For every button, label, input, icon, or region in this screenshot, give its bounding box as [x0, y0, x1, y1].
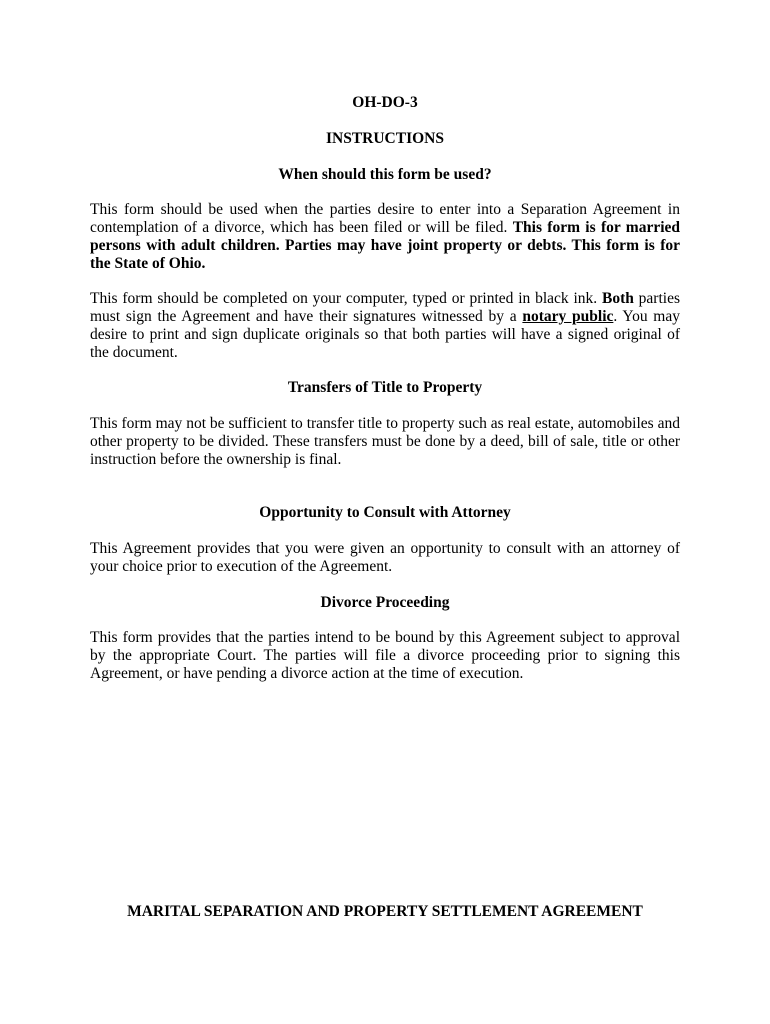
attorney-paragraph: This Agreement provides that you were given an opportunity to consult with an attorney of your choice prior to execution of the Agreement. — [90, 540, 680, 575]
transfers-paragraph: This form may not be sufficient to transfer title to property such as real estate, automobiles and other property to be divided. These transfers must be done by a deed, bill of sale, title or other instruction before the ownership is final. — [90, 415, 680, 468]
completion-text-2: parties must sign the Agreement and have their signatures witnessed by a — [90, 290, 680, 325]
completion-text: This form should be completed on your computer, typed or printed in black ink. — [90, 290, 602, 307]
completion-text-3: . You may desire to print and sign duplicate originals so that both parties will have a signed original of the document. — [90, 308, 680, 361]
agreement-title: MARITAL SEPARATION AND PROPERTY SETTLEMENT AGREEMENT — [127, 903, 643, 920]
instructions-heading: INSTRUCTIONS — [325, 130, 444, 147]
divorce-paragraph: This form provides that the parties intend to be bound by this Agreement subject to approval by the appropriate Court. The parties will file a divorce proceeding prior to signing this Agreement, or have pending a divorce action at the time of execution. — [90, 629, 680, 682]
completion-paragraph — [90, 290, 680, 362]
usage-text: This form should be used when the parties desire to enter into a Separation Agreement in contemplation of a divorce, which has been filed or will be filed. — [90, 201, 680, 236]
when-heading: When should this form be used? — [278, 166, 492, 183]
usage-bold-text: This form is for married persons with adult children. Parties may have joint property or debts. This form is for the State of Ohio. — [90, 219, 681, 272]
both-bold: Both — [601, 290, 634, 307]
notary-public-text: notary public — [522, 308, 614, 325]
transfers-heading: Transfers of Title to Property — [287, 379, 483, 396]
attorney-heading: Opportunity to Consult with Attorney — [259, 504, 511, 521]
divorce-heading: Divorce Proceeding — [320, 594, 450, 611]
usage-paragraph — [90, 201, 680, 273]
form-code: OH-DO-3 — [352, 94, 418, 111]
